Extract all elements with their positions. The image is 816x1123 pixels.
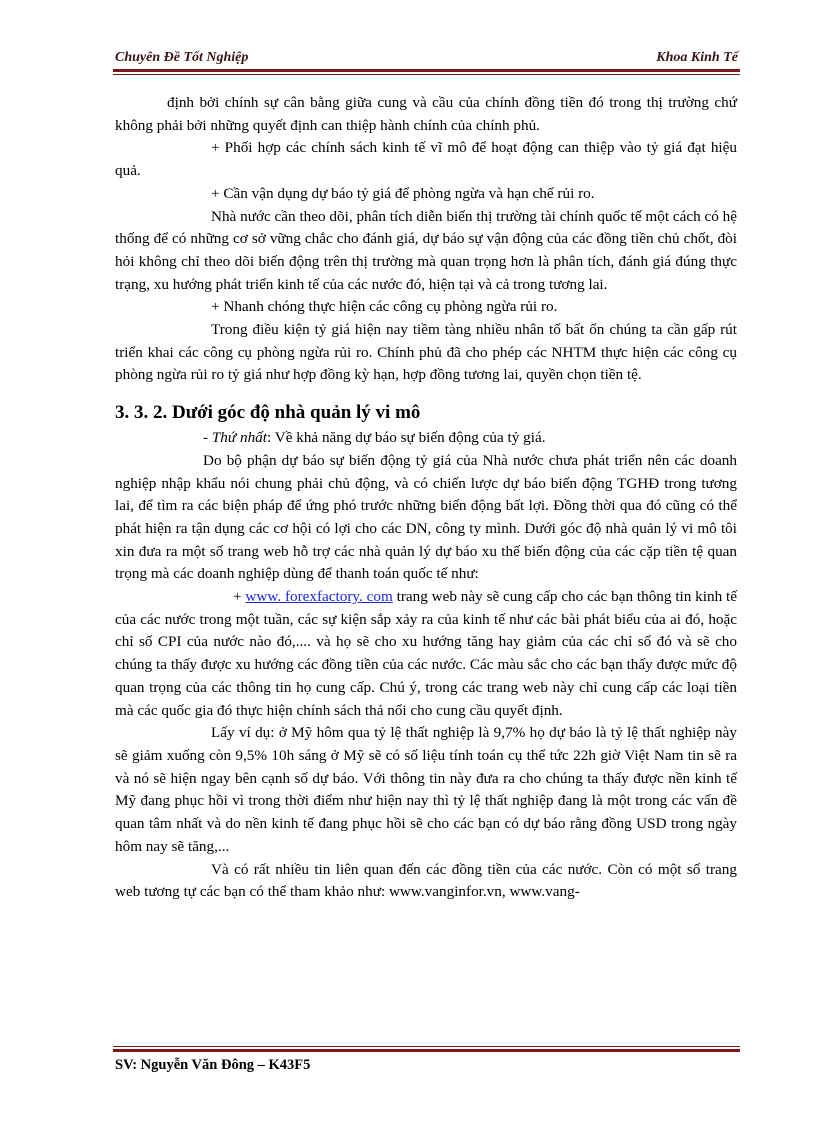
paragraph: + Phối hợp các chính sách kinh tế vĩ mô để hoạt động can thiệp vào tỷ giá đạt hiệu quả. — [115, 139, 737, 180]
paragraph: Do bộ phận dự báo sự biến động tỷ giá của Nhà nước chưa phát triển nên các doanh nghiệp nhập khẩu nói chung phải chủ động, và có chiến lược dự báo biến động TGHĐ trong tương lai, để tìm ra các biện pháp để ứng phó trước những biến động bất lợi. Đồng thời qua đó cũng có thể phát hiện ra tận dụng các cơ hội có lợi cho các DN, công ty mình. Dưới góc độ nhà quản lý vi mô tôi xin đưa ra một số trang web hỗ trợ các nhà quản lý dự báo xu thế biến động của các cặp tiền tệ quan trọng mà các doanh nghiệp dùng để thanh toán quốc tế như: — [115, 451, 737, 583]
page-header — [113, 50, 740, 70]
paragraph: + Nhanh chóng thực hiện các công cụ phòng ngừa rủi ro. — [211, 298, 558, 316]
forexfactory-link[interactable]: www. forexfactory. com — [245, 588, 393, 606]
paragraph: Lấy ví dụ: ở Mỹ hôm qua tỷ lệ thất nghiệp là 9,7% họ dự báo là tỷ lệ thất nghiệp này sẽ giảm xuống còn 9,5% 10h sáng ở Mỹ sẽ có số liệu tính toán cụ thể tức 22h giờ Việt Nam tin sẽ ra và nó sẽ hiện ngay bên cạnh số dự báo. Với thông tin này đưa ra cho chúng ta thấy được nền kinh tế Mỹ đang phục hồi vì trong thời điểm như hiện nay thì tỷ lệ thất nghiệp đang là một trong các vấn đề quan tâm nhất và do nền kinh tế đang phục hồi sẽ cho các bạn có dự báo rằng đồng USD trong ngày hôm nay sẽ tăng,... — [115, 724, 737, 855]
sub-heading-label: - Thứ nhất — [203, 429, 267, 447]
bullet-plus: + — [233, 588, 246, 606]
paragraph: định bởi chính sự cân bằng giữa cung và cầu của chính đồng tiền đó trong thị trường chứ không phải bởi những quyết định can thiệp hành chính của chính phủ. — [115, 94, 737, 134]
paragraph: Nhà nước cần theo dõi, phân tích diễn biến thị trường tài chính quốc tế một cách có hệ thống để có những cơ sở vững chắc cho đánh giá, dự báo sự vận động của các đồng tiền chủ chốt, đòi hỏi không chỉ theo dõi biến động trên thị trường mà quan trọng hơn là phân tích, đánh giá đúng thực trạng, xu hướng phát triển kinh tế của các nước đó, hiện tại và cả trong tương lai. — [115, 207, 737, 293]
header-right-title: Khoa Kinh Tế — [656, 50, 738, 65]
page-footer: SV: Nguyễn Văn Đông – K43F5 — [115, 1057, 311, 1073]
sub-heading-text: : Về khả năng dự báo sự biến động của tỷ giá. — [266, 429, 546, 447]
paragraph: Trong điều kiện tỷ giá hiện nay tiềm tàng nhiều nhân tố bất ổn chúng ta cần gấp rút triển khai các công cụ phòng ngừa rủi ro. Chính phủ đã cho phép các NHTM thực hiện các công cụ phòng ngừa rủi ro tỷ giá như hợp đồng kỳ hạn, hợp đồng tương lai, quyền chọn tiền tệ. — [115, 321, 737, 384]
paragraph: Và có rất nhiều tin liên quan đến các đồng tiền của các nước. Còn có một số trang web tương tự các bạn có thể tham khảo như: www.vanginfor.vn, www.vang- — [115, 860, 737, 901]
footer-rule-thick — [113, 1049, 740, 1052]
paragraph-text: trang web này sẽ cung cấp cho các bạn thông tin kinh tế của các nước trong một tuần, các sự kiện sắp xảy ra của kinh tế như các bài phát biểu của ai đó, hoặc chỉ số CPI của nước nào đó,.... và họ sẽ cho xu hướng tăng hay giảm của các chỉ số đó và sẽ cho chúng ta thấy được xu hướng các đồng tiền của các nước. Các màu sắc cho các bạn thấy được mức độ quan trọng của các thông tin họ cung cấp. Chú ý, trong các trang web này chỉ cung cấp các loại tiền mà các quốc gia đó thực hiện chính sách thả nổi cho cung cầu quyết định. — [115, 588, 737, 719]
footer-rule-thin — [113, 1046, 740, 1047]
header-left-title: Chuyên Đề Tốt Nghiệp — [115, 50, 249, 65]
paragraph — [115, 586, 737, 722]
sub-heading — [115, 427, 737, 450]
header-rule-thin — [113, 74, 740, 75]
document-body — [115, 92, 737, 904]
header-rule-thick — [113, 69, 740, 72]
section-heading: 3. 3. 2. Dưới góc độ nhà quản lý vi mô — [115, 402, 421, 424]
paragraph: + Cần vận dụng dự báo tỷ giá để phòng ngừa và hạn chế rủi ro. — [211, 184, 595, 202]
